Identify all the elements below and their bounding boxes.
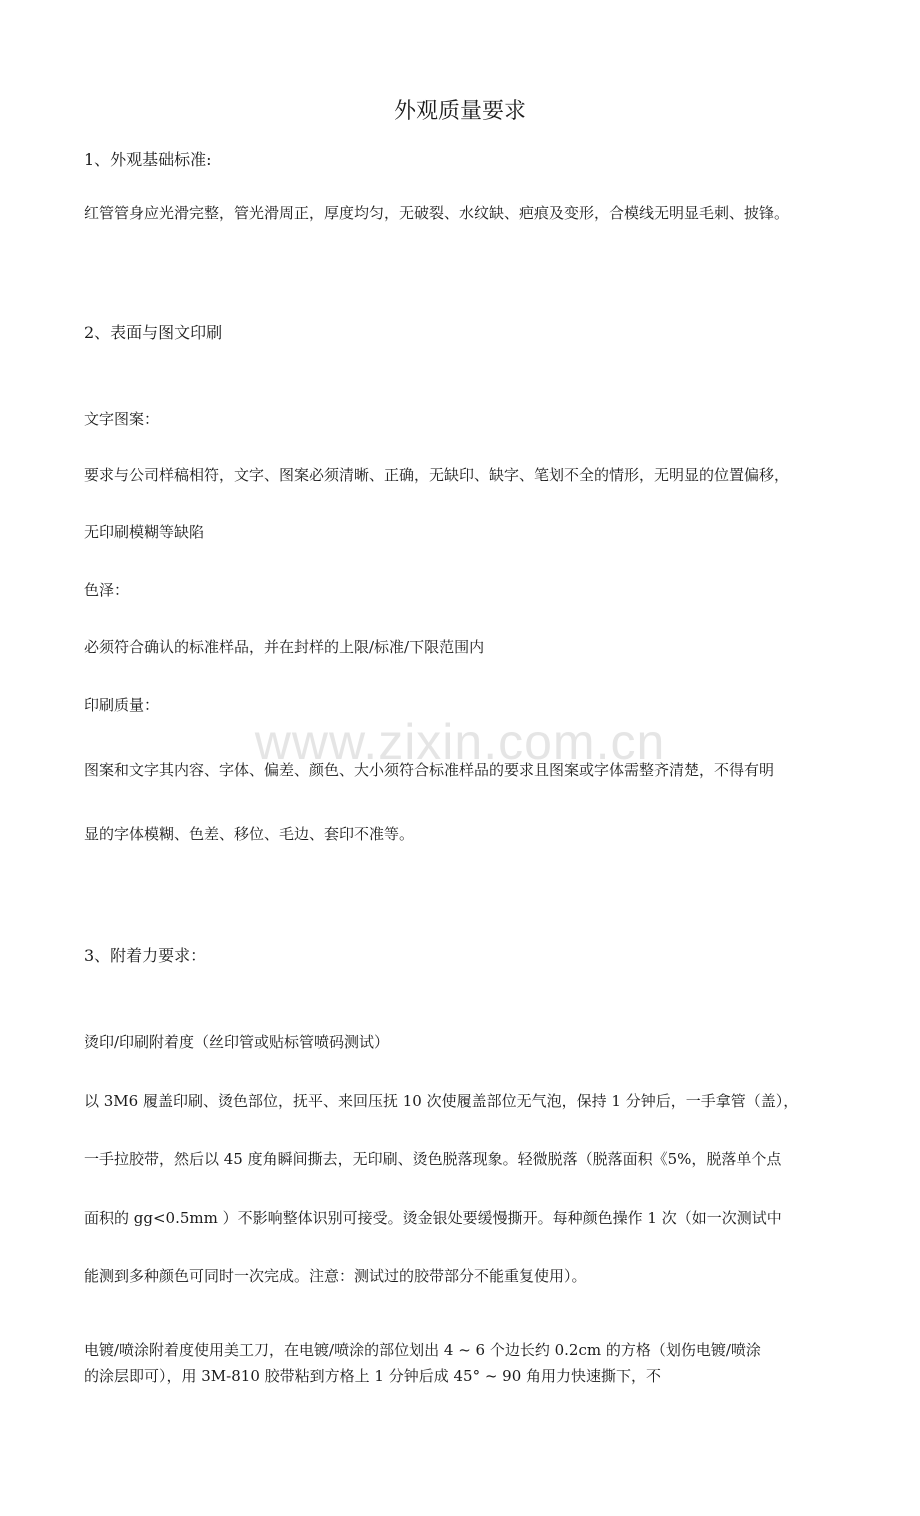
text-pattern-line-1: 要求与公司样稿相符，文字、图案必须清晰、正确，无缺印、缺字、笔划不全的情形，无明显的位置偏移， bbox=[84, 466, 790, 484]
watermark: www.zixin.com.cn bbox=[254, 714, 666, 770]
plating-adhesion-line-1: 电镀/喷涂附着度使用美工刀，在电镀/喷涂的部位划出 4 ~ 6 个边长约 0.2cm 的方格（划伤电镀/喷涂 bbox=[84, 1341, 761, 1359]
section-1-text: 红管管身应光滑完整，管光滑周正，厚度均匀，无破裂、水纹缺、疤痕及变形，合模线无明显毛刺、披锋。 bbox=[84, 204, 790, 222]
section-1-heading: 1、外观基础标准: bbox=[84, 150, 212, 169]
page-title: 外观质量要求 bbox=[393, 99, 526, 124]
hot-stamp-adhesion-label: 烫印/印刷附着度（丝印管或贴标管喷码测试） bbox=[84, 1033, 390, 1051]
print-quality-line-2: 显的字体模糊、色差、移位、毛边、套印不准等。 bbox=[84, 825, 415, 843]
section-2-heading: 2、表面与图文印刷 bbox=[84, 323, 223, 342]
color-text: 必须符合确认的标准样品，并在封样的上限/标准/下限范围内 bbox=[84, 638, 485, 656]
print-quality-label: 印刷质量： bbox=[84, 696, 160, 714]
hot-stamp-adhesion-line-3: 面积的 gg<0.5mm ）不影响整体识别可接受。烫金银处要缓慢撕开。每种颜色操作 1 次（如一次测试中 bbox=[84, 1209, 782, 1227]
plating-adhesion-line-2: 的涂层即可），用 3M-810 胶带粘到方格上 1 分钟后成 45° ~ 90 角用力快速撕下，不 bbox=[84, 1367, 662, 1385]
text-pattern-label: 文字图案： bbox=[84, 410, 160, 428]
hot-stamp-adhesion-line-2: 一手拉胶带，然后以 45 度角瞬间撕去，无印刷、烫色脱落现象。轻微脱落（脱落面积《5%，脱落单个点 bbox=[84, 1150, 782, 1168]
print-quality-line-1: 图案和文字其内容、字体、偏差、颜色、大小须符合标准样品的要求且图案或字体需整齐清楚，不得有明 bbox=[84, 761, 775, 779]
text-pattern-line-2: 无印刷模糊等缺陷 bbox=[84, 523, 205, 541]
hot-stamp-adhesion-line-4: 能测到多种颜色可同时一次完成。注意：测试过的胶带部分不能重复使用）。 bbox=[84, 1267, 587, 1285]
section-3-heading: 3、附着力要求： bbox=[84, 946, 207, 965]
hot-stamp-adhesion-line-1: 以 3M6 履盖印刷、烫色部位，抚平、来回压抚 10 次使履盖部位无气泡，保持 1 分钟后，一手拿管（盖）， bbox=[84, 1092, 799, 1110]
color-label: 色泽： bbox=[84, 581, 130, 599]
